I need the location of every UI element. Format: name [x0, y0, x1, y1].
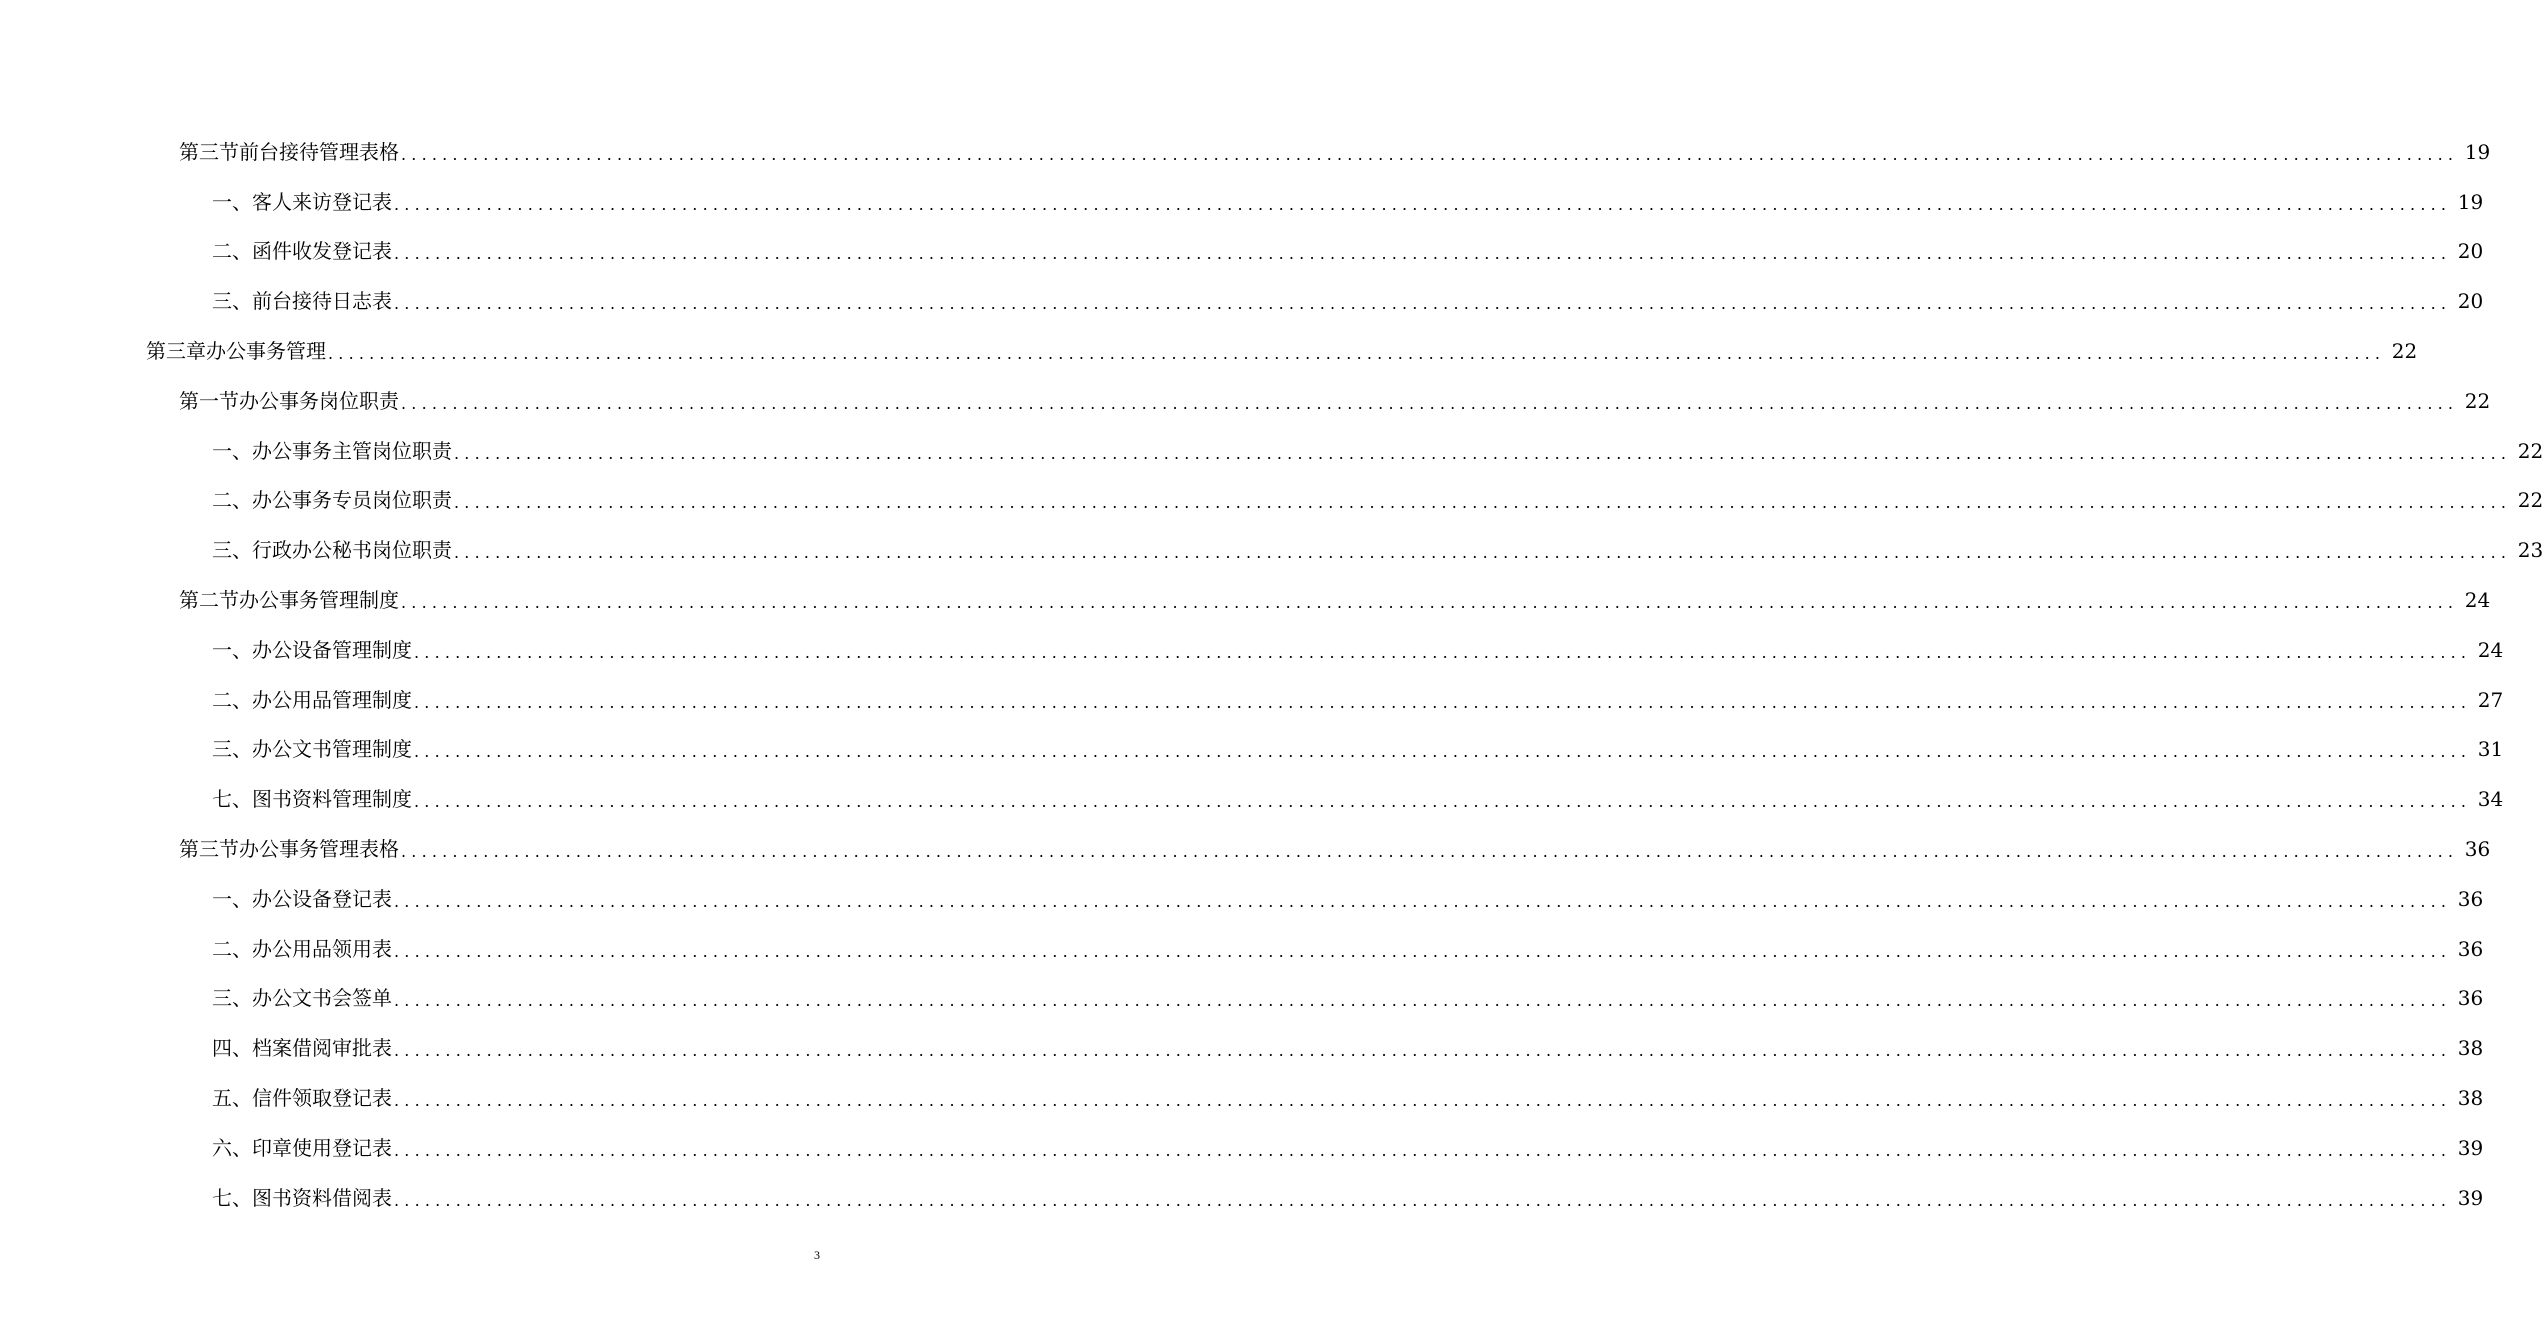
toc-entry-page: 22: [2517, 438, 2543, 463]
toc-entry-title: 二、办公用品管理制度: [212, 687, 412, 712]
toc-entry-title: 二、办公用品领用表: [212, 936, 392, 961]
toc-entry-title: 前台接待管理表格: [239, 139, 399, 164]
toc-entry[interactable]: [0, 1173, 2484, 1223]
toc-entry-title: 七、图书资料管理制度: [212, 787, 412, 812]
toc-dot-leader: ........................................................................................................................................................................................................: [394, 294, 2452, 314]
toc-dot-leader: ........................................................................................................................................................................................................: [328, 344, 2386, 364]
toc-entry-prefix: 第二节: [179, 588, 239, 613]
toc-dot-leader: ........................................................................................................................................................................................................: [401, 144, 2459, 164]
toc-dot-leader: ........................................................................................................................................................................................................: [394, 194, 2452, 214]
toc-entry-title: 一、办公设备管理制度: [212, 637, 412, 662]
toc-entry[interactable]: [0, 675, 2504, 725]
toc-entry-title: 二、函件收发登记表: [212, 239, 392, 264]
toc-entry[interactable]: [0, 824, 2491, 874]
toc-entry-title: 五、信件领取登记表: [212, 1086, 392, 1111]
toc-entry-title: 办公事务管理制度: [239, 588, 399, 613]
toc-dot-leader: ........................................................................................................................................................................................................: [394, 1041, 2452, 1061]
toc-entry[interactable]: [0, 276, 2484, 326]
toc-entry-title: 二、办公事务专员岗位职责: [212, 488, 452, 513]
toc-entry-prefix: 第三节: [179, 139, 239, 164]
toc-entry[interactable]: [0, 525, 2543, 575]
toc-entry[interactable]: [0, 1123, 2484, 1173]
toc-entry[interactable]: [0, 177, 2484, 227]
toc-entry[interactable]: [0, 924, 2484, 974]
toc-entry[interactable]: [0, 625, 2504, 675]
toc-entry[interactable]: [0, 874, 2484, 924]
toc-entry-title: 办公事务管理表格: [239, 837, 399, 862]
toc-dot-leader: ........................................................................................................................................................................................................: [394, 1190, 2452, 1210]
toc-entry-page: 24: [2464, 588, 2491, 613]
toc-entry-page: 38: [2457, 1086, 2484, 1111]
toc-entry-prefix: 第三节: [179, 837, 239, 862]
toc-dot-leader: ........................................................................................................................................................................................................: [454, 443, 2512, 463]
toc-dot-leader: ........................................................................................................................................................................................................: [394, 941, 2452, 961]
toc-entry-page: 39: [2457, 1135, 2484, 1160]
toc-entry-page: 22: [2517, 488, 2543, 513]
toc-entry[interactable]: [0, 974, 2484, 1024]
toc-entry-page: 24: [2477, 637, 2504, 662]
table-of-contents: [0, 127, 2543, 1223]
toc-entry-page: 22: [2464, 388, 2491, 413]
toc-entry-page: 36: [2457, 886, 2484, 911]
toc-entry[interactable]: [0, 227, 2484, 277]
toc-entry-page: 34: [2477, 787, 2504, 812]
toc-dot-leader: ........................................................................................................................................................................................................: [414, 742, 2472, 762]
toc-entry-title: 三、办公文书管理制度: [212, 737, 412, 762]
toc-entry[interactable]: [0, 127, 2491, 177]
toc-dot-leader: ........................................................................................................................................................................................................: [454, 543, 2512, 563]
toc-entry-page: 19: [2457, 189, 2484, 214]
toc-dot-leader: ........................................................................................................................................................................................................: [401, 593, 2459, 613]
toc-entry-title: 四、档案借阅审批表: [212, 1036, 392, 1061]
toc-dot-leader: ........................................................................................................................................................................................................: [414, 692, 2472, 712]
toc-entry-title: 七、图书资料借阅表: [212, 1185, 392, 1210]
toc-dot-leader: ........................................................................................................................................................................................................: [394, 1140, 2452, 1160]
toc-entry[interactable]: [0, 476, 2543, 526]
toc-entry[interactable]: [0, 376, 2491, 426]
toc-entry-prefix: 第三章: [146, 339, 206, 364]
toc-entry[interactable]: [0, 774, 2504, 824]
toc-dot-leader: ........................................................................................................................................................................................................: [454, 493, 2512, 513]
toc-entry-page: 31: [2477, 737, 2504, 762]
toc-dot-leader: ........................................................................................................................................................................................................: [401, 393, 2459, 413]
toc-entry-page: 39: [2457, 1185, 2484, 1210]
toc-entry-page: 20: [2457, 289, 2484, 314]
toc-dot-leader: ........................................................................................................................................................................................................: [401, 842, 2459, 862]
toc-dot-leader: ........................................................................................................................................................................................................: [414, 642, 2472, 662]
page-number: 3: [814, 1248, 820, 1262]
toc-entry[interactable]: [0, 1023, 2484, 1073]
toc-entry[interactable]: [0, 725, 2504, 775]
toc-entry-page: 27: [2477, 687, 2504, 712]
toc-entry-page: 22: [2391, 339, 2418, 364]
toc-entry-page: 38: [2457, 1036, 2484, 1061]
toc-dot-leader: ........................................................................................................................................................................................................: [394, 244, 2452, 264]
toc-entry-title: 三、前台接待日志表: [212, 289, 392, 314]
toc-entry-prefix: 第一节: [179, 388, 239, 413]
toc-entry-page: 23: [2517, 538, 2543, 563]
toc-entry-title: 办公事务管理: [206, 339, 326, 364]
toc-entry-page: 36: [2457, 986, 2484, 1011]
toc-dot-leader: ........................................................................................................................................................................................................: [394, 1091, 2452, 1111]
toc-entry-page: 36: [2457, 936, 2484, 961]
toc-entry[interactable]: [0, 575, 2491, 625]
toc-dot-leader: ........................................................................................................................................................................................................: [394, 991, 2452, 1011]
toc-entry[interactable]: [0, 426, 2543, 476]
toc-entry-page: 20: [2457, 239, 2484, 264]
toc-entry-title: 一、办公事务主管岗位职责: [212, 438, 452, 463]
toc-entry-title: 三、办公文书会签单: [212, 986, 392, 1011]
toc-entry[interactable]: [0, 1073, 2484, 1123]
toc-entry-title: 三、行政办公秘书岗位职责: [212, 538, 452, 563]
toc-entry-title: 办公事务岗位职责: [239, 388, 399, 413]
toc-entry-title: 一、客人来访登记表: [212, 189, 392, 214]
toc-dot-leader: ........................................................................................................................................................................................................: [394, 891, 2452, 911]
toc-dot-leader: ........................................................................................................................................................................................................: [414, 792, 2472, 812]
toc-entry-title: 六、印章使用登记表: [212, 1135, 392, 1160]
toc-entry-page: 19: [2464, 139, 2491, 164]
toc-entry[interactable]: [0, 326, 2418, 376]
toc-entry-title: 一、办公设备登记表: [212, 886, 392, 911]
toc-entry-page: 36: [2464, 837, 2491, 862]
